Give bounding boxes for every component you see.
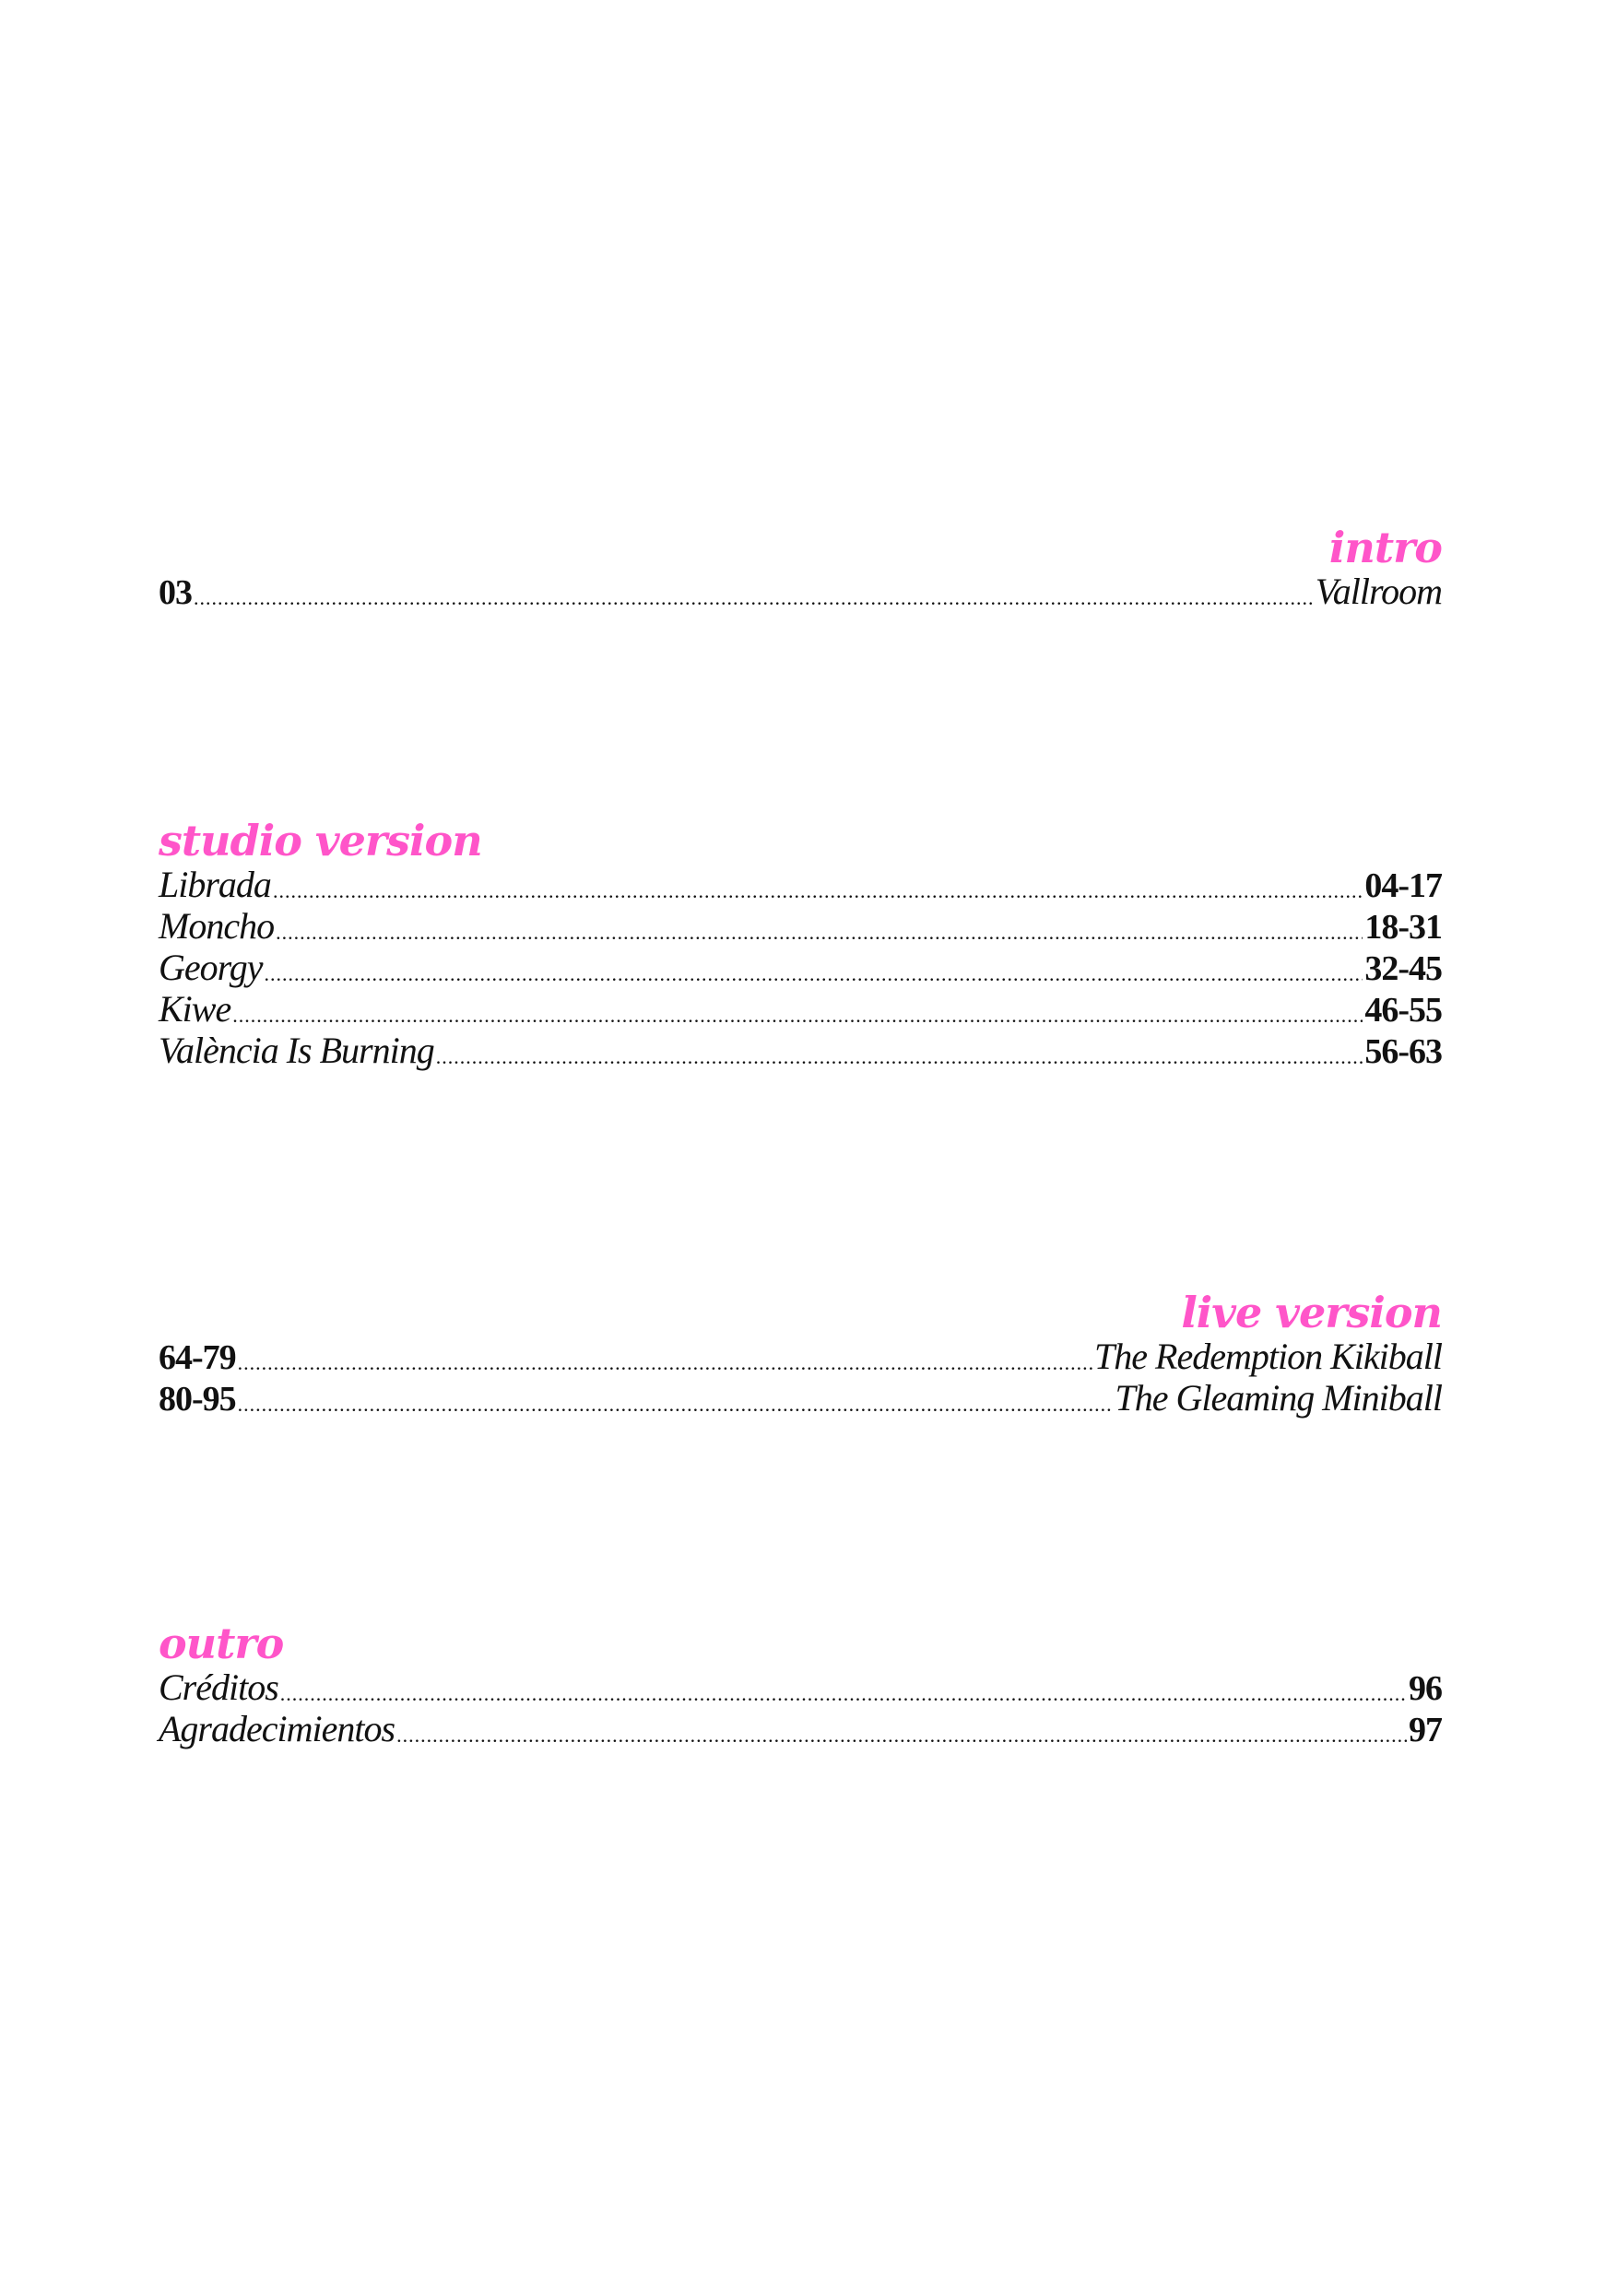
leader-dots	[280, 1688, 1407, 1709]
section-live-version	[159, 1289, 1442, 1419]
section-title-outro: outro	[159, 1619, 284, 1668]
toc-entry-librada[interactable]	[159, 865, 1442, 906]
toc-entry-pages: 96	[1409, 1669, 1442, 1708]
toc-entry-moncho[interactable]	[159, 906, 1442, 948]
toc-entry-name: Vallroom	[1315, 571, 1442, 612]
leader-dots	[436, 1051, 1363, 1072]
toc-entry-pages: 56-63	[1364, 1032, 1442, 1071]
toc-entry-gleaming-miniball[interactable]	[159, 1378, 1442, 1419]
leader-dots	[238, 1398, 1114, 1419]
toc-entry-name: València Is Burning	[159, 1030, 434, 1071]
section-title-studio-version: studio version	[159, 816, 482, 865]
leader-dots	[238, 1357, 1092, 1378]
leader-dots	[276, 926, 1363, 948]
toc-entry-georgy[interactable]	[159, 948, 1442, 989]
toc-entry-pages: 46-55	[1364, 991, 1442, 1030]
leader-dots	[396, 1729, 1407, 1750]
toc-entry-pages: 64-79	[159, 1338, 236, 1377]
toc-entry-pages: 80-95	[159, 1380, 236, 1419]
toc-entry-name: Georgy	[159, 947, 263, 988]
toc-entry-valencia-is-burning[interactable]	[159, 1030, 1442, 1072]
section-studio-version	[159, 817, 1442, 1072]
toc-entry-pages: 03	[159, 573, 192, 612]
toc-entry-redemption-kikiball[interactable]	[159, 1336, 1442, 1378]
toc-entry-creditos[interactable]	[159, 1667, 1442, 1709]
toc-entry-agradecimientos[interactable]	[159, 1709, 1442, 1750]
toc-entry-pages: 18-31	[1364, 908, 1442, 947]
section-intro	[159, 524, 1442, 613]
leader-dots	[194, 592, 1314, 613]
section-title-live-version: live version	[1181, 1288, 1442, 1337]
toc-entry-name: Agradecimientos	[159, 1708, 395, 1749]
toc-entry-name: Librada	[159, 864, 271, 905]
leader-dots	[264, 968, 1363, 989]
toc-entry-name: Kiwe	[159, 988, 231, 1030]
section-outro	[159, 1619, 1442, 1750]
toc-entry-kiwe[interactable]	[159, 989, 1442, 1030]
toc-entry-name: Moncho	[159, 905, 275, 947]
toc-entry-name: Créditos	[159, 1666, 278, 1708]
toc-entry-pages: 04-17	[1364, 866, 1442, 905]
section-title-intro: intro	[1328, 523, 1442, 572]
toc-entry-pages: 32-45	[1364, 949, 1442, 988]
toc-entry-vallroom[interactable]	[159, 571, 1442, 613]
toc-entry-name: The Redemption Kikiball	[1094, 1336, 1442, 1377]
leader-dots	[232, 1009, 1363, 1030]
toc-entry-pages: 97	[1409, 1711, 1442, 1749]
leader-dots	[273, 885, 1363, 906]
toc-entry-name: The Gleaming Miniball	[1115, 1377, 1442, 1419]
